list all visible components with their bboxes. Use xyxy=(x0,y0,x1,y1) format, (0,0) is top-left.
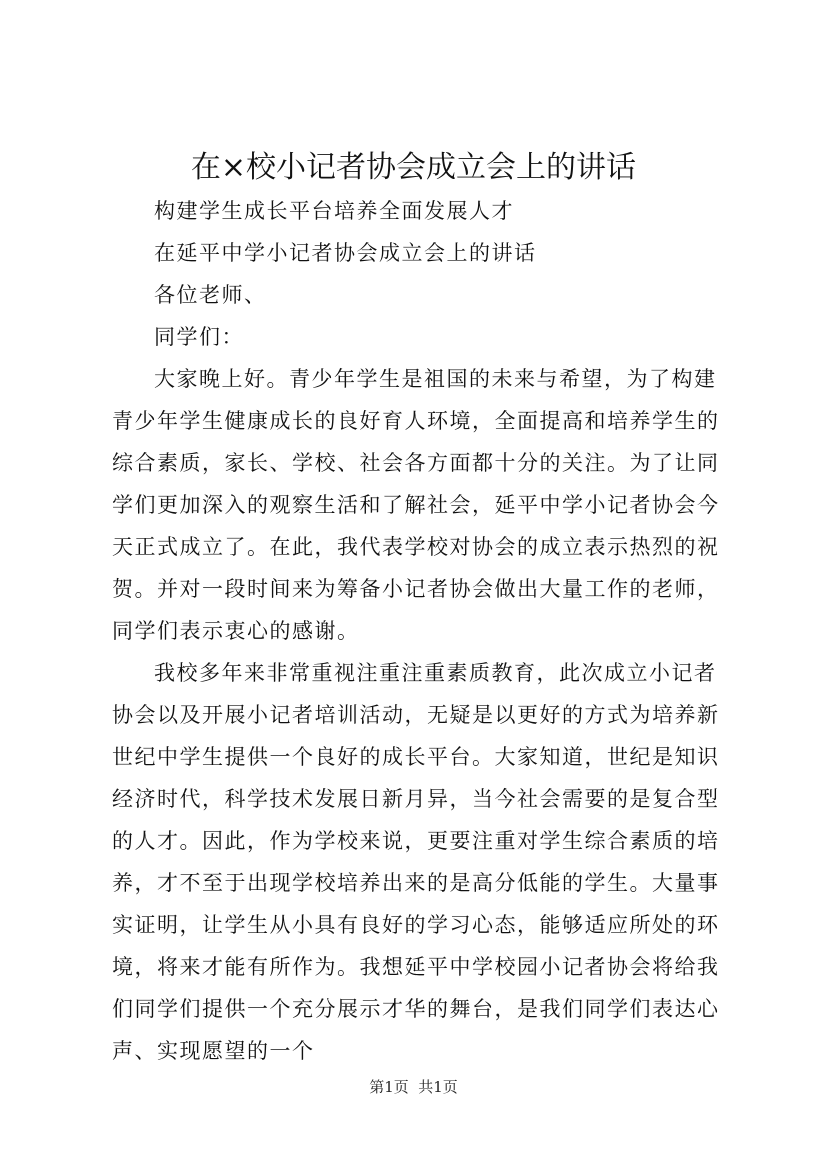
body-paragraph-1: 大家晚上好。青少年学生是祖国的未来与希望，为了构建青少年学生健康成长的良好育人环境，全面提高和培养学生的综合素质，家长、学校、社会各方面都十分的关注。为了让同学们更加深入的观察生活和了解社会，延平中学小记者协会今天正式成立了。在此，我代表学校对协会的成立表示热烈的祝贺。并对一段时间来为筹备小记者协会做出大量工作的老师，同学们表示衷心的感谢。 xyxy=(112,367,720,643)
subtitle-line: 构建学生成长平台培养全面发展人才 xyxy=(154,199,514,223)
salutation-teachers: 各位老师、 xyxy=(154,283,267,307)
page-number: 第1页 共1页 xyxy=(369,1078,458,1096)
page-footer xyxy=(0,1075,827,1099)
document-body xyxy=(112,190,722,1072)
speech-occasion-line: 在延平中学小记者协会成立会上的讲话 xyxy=(154,241,537,265)
body-paragraph-2: 我校多年来非常重视注重注重素质教育，此次成立小记者协会以及开展小记者培训活动，无疑是以更好的方式为培养新世纪中学生提供一个良好的成长平台。大家知道，世纪是知识经济时代，科学技术发展日新月异，当今社会需要的是复合型的人才。因此，作为学校来说，更要注重对学生综合素质的培养，才不至于出现学校培养出来的是高分低能的学生。大量事实证明，让学生从小具有良好的学习心态，能够适应所处的环境，将来才能有所作为。我想延平中学校园小记者协会将给我们同学们提供一个充分展示才华的舞台，是我们同学们表达心声、实现愿望的一个 xyxy=(112,661,720,1063)
document-title: 在×校小记者协会成立会上的讲话 xyxy=(190,150,637,185)
salutation-students: 同学们： xyxy=(154,325,244,349)
